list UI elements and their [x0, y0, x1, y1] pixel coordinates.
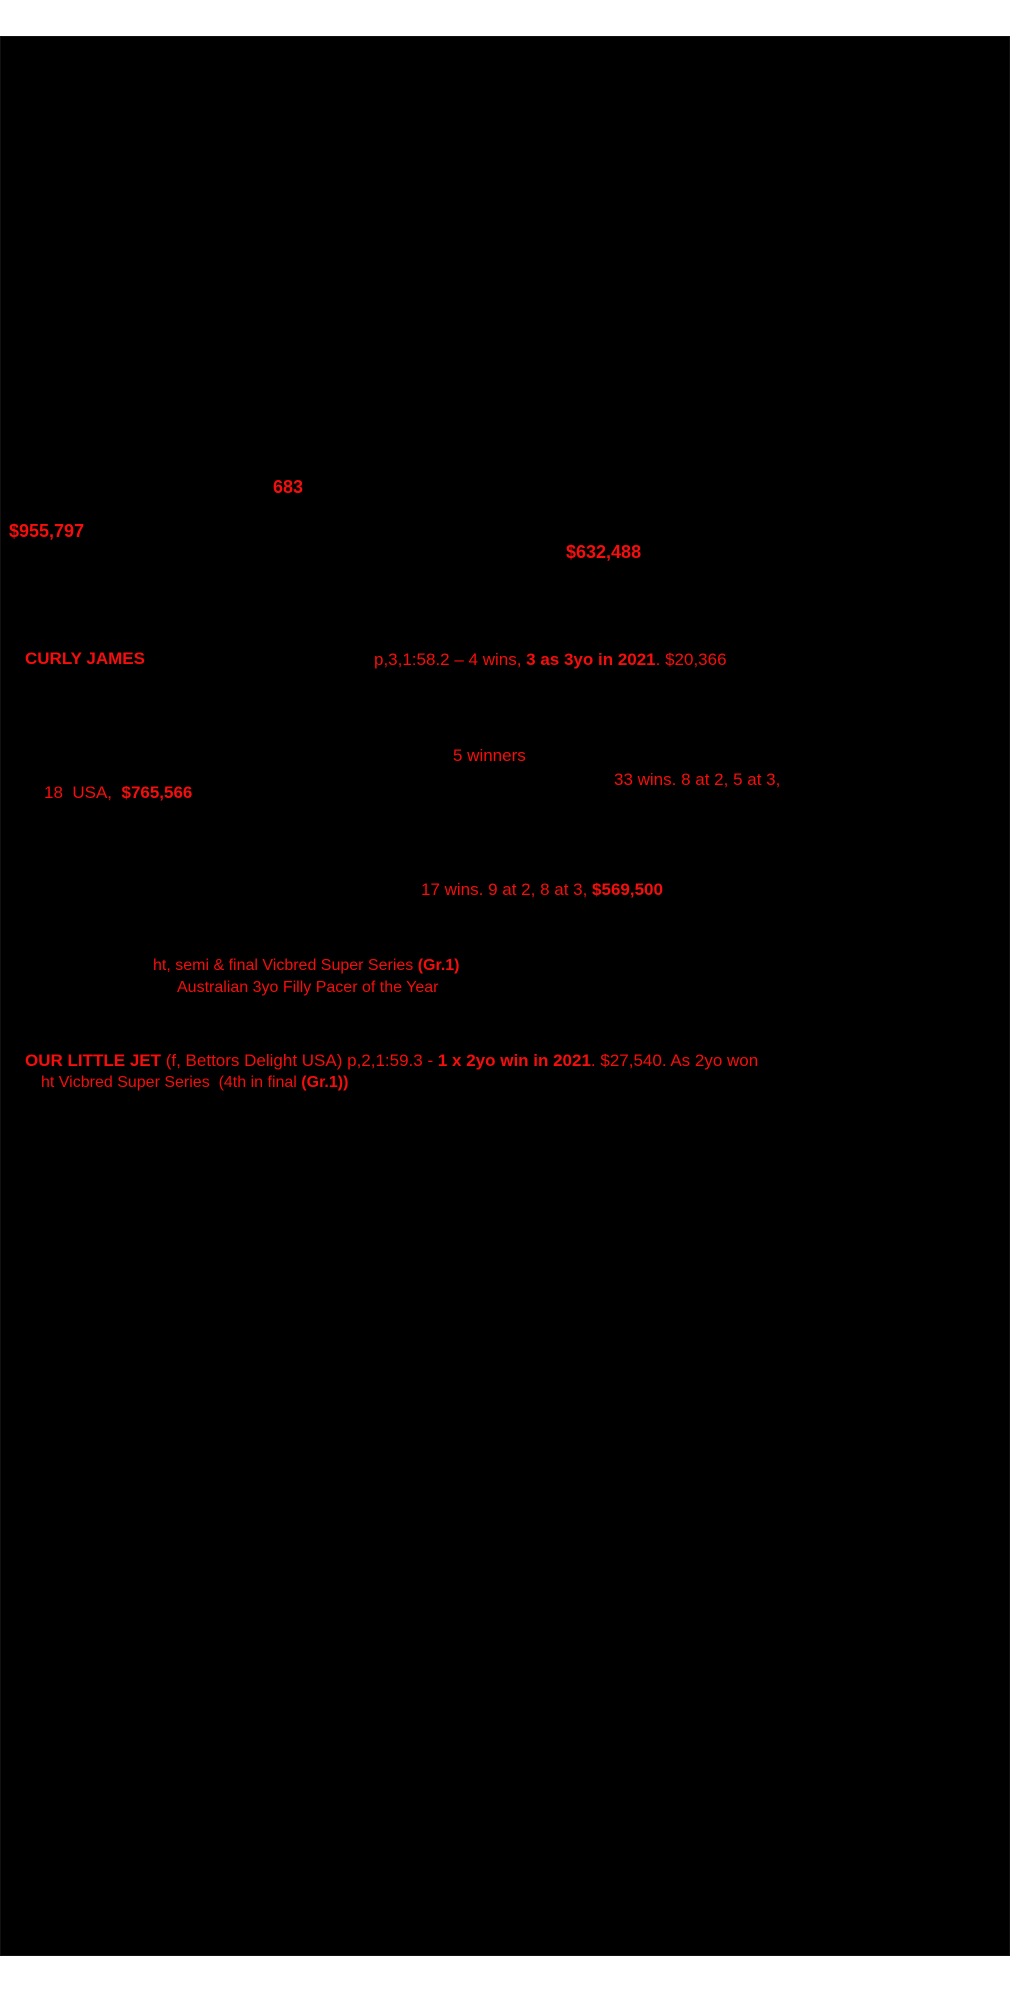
wins-17-amount: $569,500	[592, 880, 663, 899]
curly-record-bold: 3 as 3yo in 2021	[526, 650, 656, 669]
our-little-jet-mid: (f, Bettors Delight USA) p,2,1:59.3 -	[161, 1051, 438, 1070]
text-earnings-632488: $632,488	[566, 542, 642, 562]
text-our-little-jet-line2	[41, 1073, 348, 1092]
ht-semi-final-grade: (Gr.1)	[417, 957, 460, 974]
curly-record-pre: p,3,1:58.2 – 4 wins,	[374, 650, 527, 669]
text-five-winners: 5 winners	[453, 746, 526, 765]
our-little-jet-post: . $27,540. As 2yo won	[590, 1051, 759, 1070]
usa-18-label: 18 USA,	[44, 783, 122, 802]
text-our-little-jet	[25, 1051, 758, 1071]
our-little-jet-bold: 1 x 2yo win in 2021	[437, 1051, 591, 1070]
usa-18-amount: $765,566	[121, 783, 193, 802]
text-curly-james-record	[374, 650, 727, 670]
wins-17-pre: 17 wins. 9 at 2, 8 at 3,	[421, 880, 593, 899]
text-ht-semi-final	[153, 956, 460, 975]
text-usa-18	[44, 783, 192, 803]
our-little-jet-name: OUR LITTLE JET	[25, 1051, 161, 1070]
ht-semi-final-pre: ht, semi & final Vicbred Super Series	[153, 957, 418, 974]
text-figure-683: 683	[273, 477, 304, 497]
our-little-jet-line2-grade: (Gr.1))	[301, 1074, 349, 1091]
our-little-jet-line2-pre: ht Vicbred Super Series (4th in final	[41, 1074, 302, 1091]
text-curly-james-name: CURLY JAMES	[25, 649, 145, 668]
curly-record-post: . $20,366	[655, 650, 727, 669]
text-wins-17	[421, 880, 663, 900]
text-filly-pacer-award: Australian 3yo Filly Pacer of the Year	[177, 979, 439, 996]
document-panel	[0, 36, 1010, 1956]
text-earnings-955797: $955,797	[9, 521, 85, 541]
text-wins-33: 33 wins. 8 at 2, 5 at 3,	[614, 770, 781, 789]
